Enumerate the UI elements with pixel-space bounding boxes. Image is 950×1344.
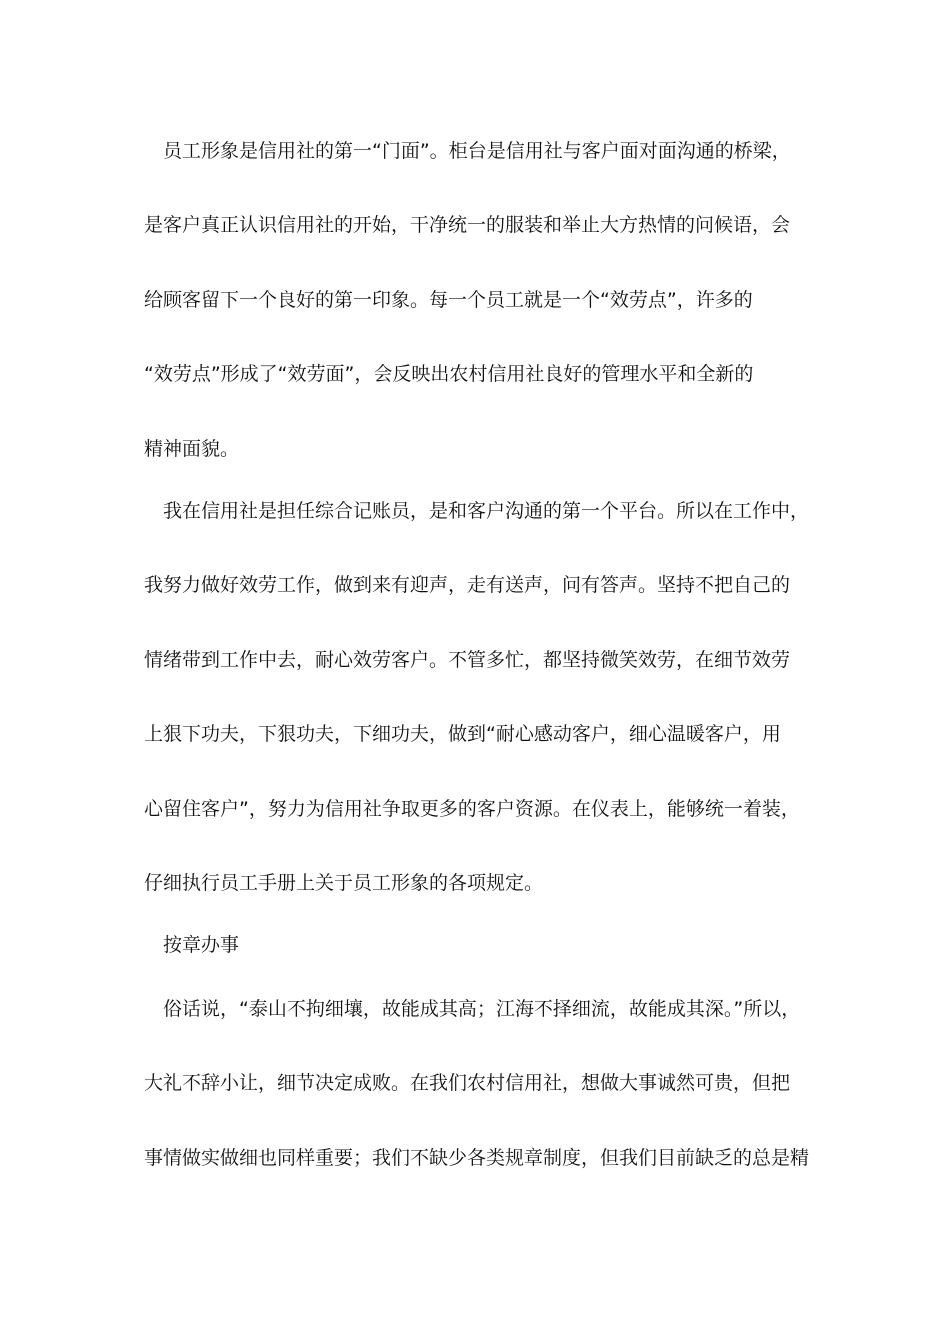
paragraph-1-line-2: 是客户真正认识信用社的开始，干净统一的服装和举止大方热情的问候语，会 [144, 214, 791, 236]
paragraph-2-line-5: 心留住客户”，努力为信用社争取更多的客户资源。在仪表上，能够统一着装， [144, 798, 800, 820]
paragraph-3-line-3: 事情做实做细也同样重要；我们不缺少各类规章制度，但我们目前缺乏的总是精 [144, 1147, 810, 1169]
paragraph-3-line-1: 俗话说，“泰山不拘细壤，故能成其高；江海不择细流，故能成其深。”所以， [163, 998, 801, 1020]
paragraph-1-line-1: 员工形象是信用社的第一“门面”。柜台是信用社与客户面对面沟通的桥梁， [163, 140, 791, 162]
paragraph-3-line-2: 大礼不辞小让，细节决定成败。在我们农村信用社，想做大事诚然可贵，但把 [144, 1072, 791, 1094]
paragraph-2-line-1: 我在信用社是担任综合记账员，是和客户沟通的第一个平台。所以在工作中， [163, 500, 810, 522]
paragraph-2-line-6: 仔细执行员工手册上关于员工形象的各项规定。 [144, 872, 544, 894]
paragraph-1-line-4: “效劳点”形成了“效劳面”，会反映出农村信用社良好的管理水平和全新的 [144, 363, 754, 385]
section-heading: 按章办事 [163, 934, 240, 956]
paragraph-1-line-3: 给顾客留下一个良好的第一印象。每一个员工就是一个“效劳点”，许多的 [144, 289, 753, 311]
paragraph-2-line-4: 上狠下功夫，下狠功夫，下细功夫，做到“耐心感动客户，细心温暖客户，用 [144, 723, 781, 745]
paragraph-1-line-5: 精神面貌。 [144, 438, 240, 460]
paragraph-2-line-2: 我努力做好效劳工作，做到来有迎声，走有送声，问有答声。坚持不把自己的 [144, 574, 791, 596]
paragraph-2-line-3: 情绪带到工作中去，耐心效劳客户。不管多忙，都坚持微笑效劳，在细节效劳 [144, 649, 791, 671]
